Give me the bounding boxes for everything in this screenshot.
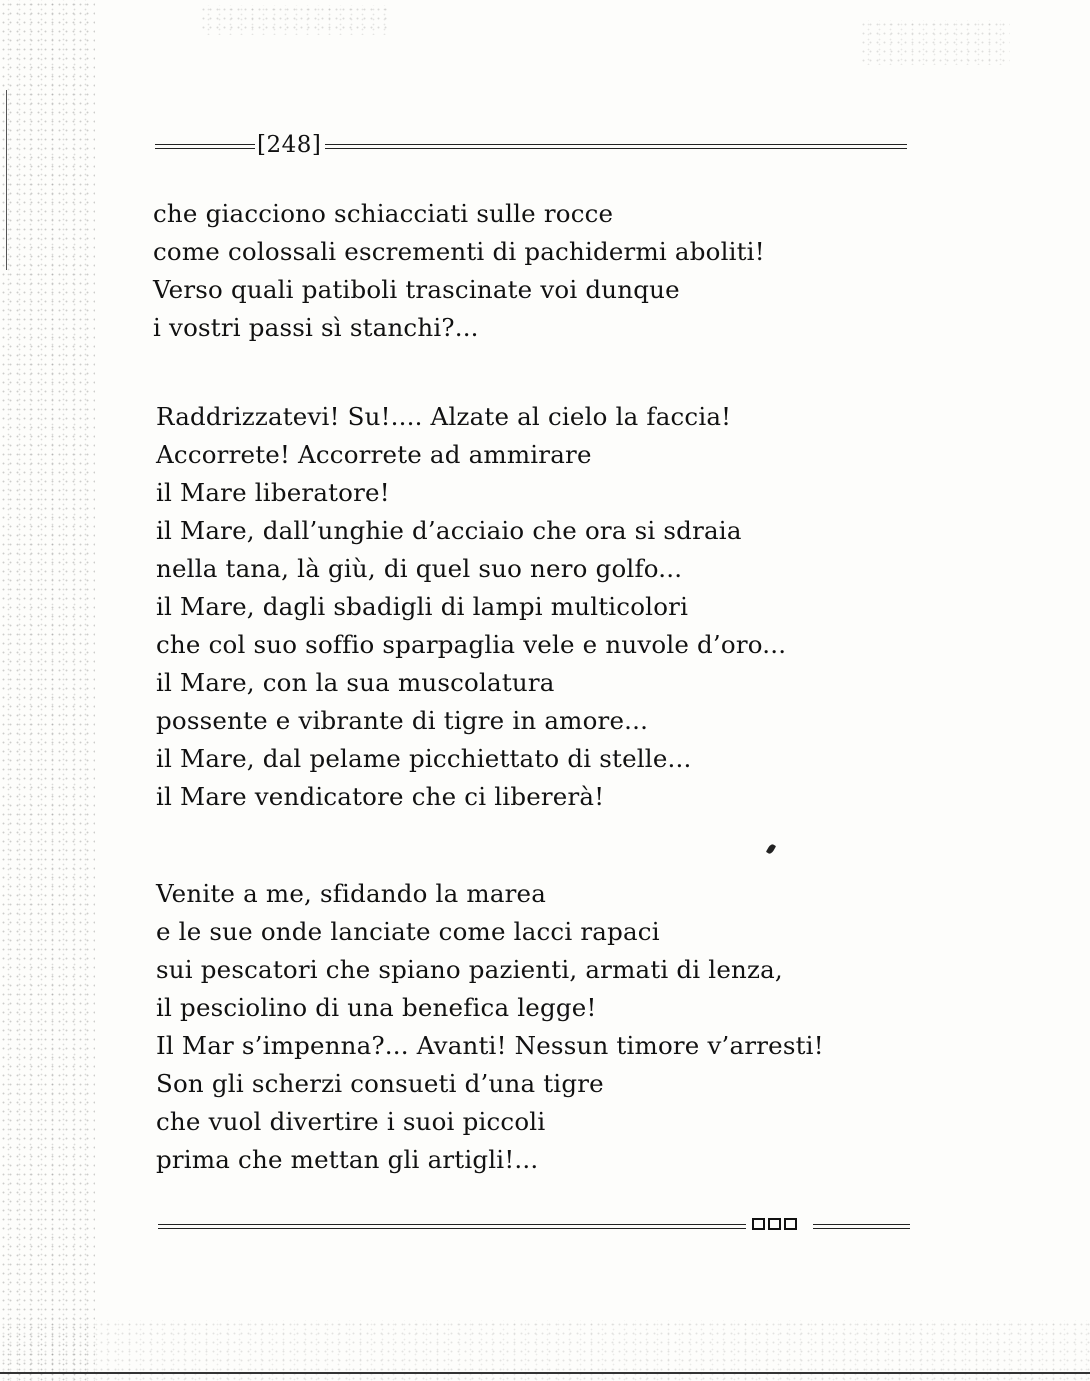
poem-line: sui pescatori che spiano pazienti, armati di lenza,	[156, 955, 783, 984]
footer-rule-left	[158, 1224, 746, 1229]
ornament-square-icon	[784, 1218, 797, 1230]
poem-line: come colossali escrementi di pachidermi aboliti!	[153, 237, 765, 266]
poem-line: Accorrete! Accorrete ad ammirare	[156, 440, 592, 469]
poem-line: il pesciolino di una benefica legge!	[156, 993, 597, 1022]
poem-line: i vostri passi sì stanchi?...	[153, 313, 479, 342]
poem-line: Raddrizzatevi! Su!.... Alzate al cielo la faccia!	[156, 402, 732, 431]
poem-line: il Mare, dal pelame picchiettato di stelle...	[156, 744, 692, 773]
footer-rule-right	[813, 1224, 910, 1229]
poem-line: possente e vibrante di tigre in amore...	[156, 706, 649, 735]
scan-noise-left	[0, 0, 95, 1381]
poem-line: nella tana, là giù, di quel suo nero golfo...	[156, 554, 683, 583]
stanza-2	[156, 398, 786, 816]
header-rule-right	[325, 144, 907, 149]
page-number: [248]	[257, 132, 322, 158]
poem-line: il Mare, dagli sbadigli di lampi multicolori	[156, 592, 689, 621]
scan-edge-bottom	[0, 1372, 1090, 1374]
poem-line: il Mare liberatore!	[156, 478, 390, 507]
footer-rule	[158, 1212, 910, 1238]
poem-line: prima che mettan gli artigli!...	[156, 1145, 539, 1174]
poem-line: il Mare, dall’unghie d’acciaio che ora si sdraia	[156, 516, 742, 545]
stanza-1	[153, 195, 765, 347]
poem-line: e le sue onde lanciate come lacci rapaci	[156, 917, 660, 946]
scan-edge-left	[6, 90, 7, 270]
poem-line: che giacciono schiacciati sulle rocce	[153, 199, 614, 228]
header-rule	[155, 132, 907, 162]
poem-line: il Mare vendicatore che ci libererà!	[156, 782, 605, 811]
ornament-square-icon	[768, 1218, 781, 1230]
ink-mark	[766, 843, 776, 855]
poem-line: Il Mar s’impenna?... Avanti! Nessun timore v’arresti!	[156, 1031, 824, 1060]
stanza-3	[156, 875, 824, 1179]
scan-noise-top	[200, 5, 390, 35]
poem-line: il Mare, con la sua muscolatura	[156, 668, 555, 697]
footer-ornament-icon	[752, 1218, 797, 1230]
header-rule-left	[155, 144, 255, 149]
poem-line: Venite a me, sfidando la marea	[156, 879, 547, 908]
ornament-square-icon	[752, 1218, 765, 1230]
poem-line: Son gli scherzi consueti d’una tigre	[156, 1069, 604, 1098]
poem-line: Verso quali patiboli trascinate voi dunque	[153, 275, 680, 304]
poem-line: che vuol divertire i suoi piccoli	[156, 1107, 546, 1136]
poem-line: che col suo soffio sparpaglia vele e nuvole d’oro...	[156, 630, 787, 659]
scan-noise-top-right	[860, 20, 1010, 65]
